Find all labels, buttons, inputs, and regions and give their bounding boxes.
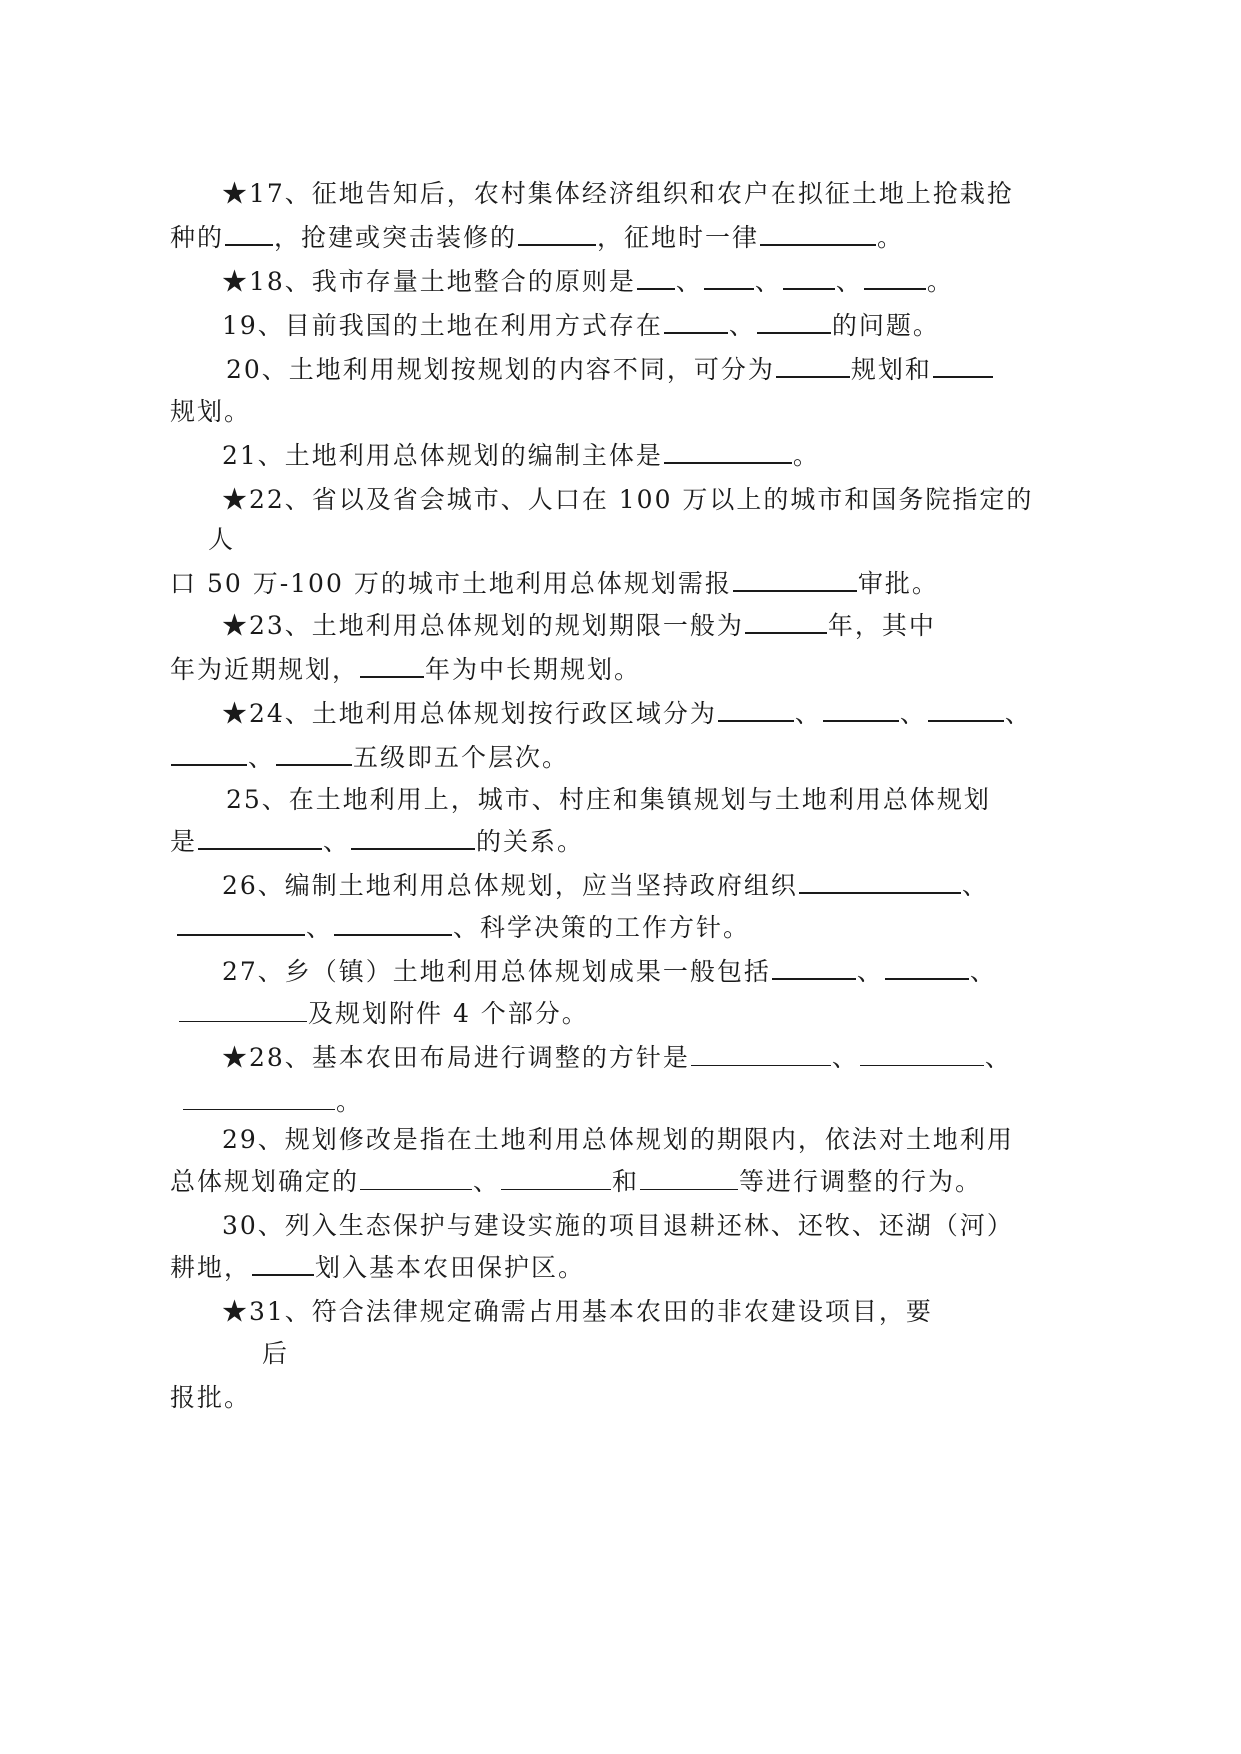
q20-line2: 规划。 — [170, 397, 252, 426]
q22-text: ★22、省以及省会城市、人口在 100 万以上的城市和国务院指定的 — [222, 485, 1034, 514]
answer-blank[interactable] — [179, 999, 307, 1022]
q31-text: ★31、符合法律规定确需占用基本农田的非农建设项目，要 — [222, 1297, 933, 1326]
q21-end: 。 — [792, 441, 820, 470]
answer-blank[interactable] — [823, 698, 899, 722]
answer-blank[interactable] — [276, 742, 352, 766]
separator: 、 — [835, 267, 863, 296]
answer-blank[interactable] — [637, 266, 675, 290]
q19-line — [222, 310, 940, 342]
answer-blank[interactable] — [704, 266, 754, 290]
separator: 、 — [969, 957, 997, 986]
answer-blank[interactable] — [928, 698, 1004, 722]
q22-line-3 — [170, 568, 939, 600]
answer-blank[interactable] — [664, 440, 792, 464]
q31-line-2 — [262, 1338, 289, 1370]
q31-text-3: 报批。 — [170, 1383, 252, 1412]
answer-blank[interactable] — [640, 1167, 738, 1190]
q27-line-2 — [178, 998, 589, 1030]
q25-end: 的关系。 — [476, 827, 585, 856]
separator: 、 — [831, 1043, 859, 1072]
q22-line-2 — [208, 524, 235, 556]
answer-blank[interactable] — [718, 698, 794, 722]
answer-blank[interactable] — [501, 1167, 611, 1190]
separator: 、 — [899, 699, 927, 728]
q27-text: 27、乡（镇）土地利用总体规划成果一般包括 — [222, 957, 771, 986]
q25-text: 25、在土地利用上，城市、村庄和集镇规划与土地利用总体规划 — [226, 785, 991, 814]
separator: 、 — [473, 1167, 501, 1196]
answer-blank[interactable] — [225, 222, 273, 246]
separator: 、 — [675, 267, 703, 296]
q26-end: 、科学决策的工作方针。 — [453, 913, 751, 942]
q21-line — [222, 440, 820, 472]
q24-line-2 — [170, 742, 569, 774]
answer-blank[interactable] — [177, 912, 305, 936]
q28-end: 。 — [336, 1087, 364, 1116]
q20-line-1 — [226, 354, 994, 386]
q20-mid: 规划和 — [850, 355, 932, 384]
separator: 、 — [754, 267, 782, 296]
q28-line-1 — [222, 1042, 1012, 1074]
q24-end: 五级即五个层次。 — [353, 743, 570, 772]
answer-blank[interactable] — [171, 742, 247, 766]
q28-text: ★28、基本农田布局进行调整的方针是 — [222, 1043, 690, 1072]
separator: 、 — [1004, 699, 1032, 728]
q22-line-1 — [222, 484, 1033, 516]
q23-line-1 — [222, 610, 936, 642]
answer-blank[interactable] — [760, 222, 876, 246]
q22-text-2: 人 — [208, 525, 236, 554]
q19-end: 的问题。 — [831, 311, 940, 340]
q29-line-1 — [222, 1124, 1014, 1156]
answer-blank[interactable] — [334, 912, 452, 936]
q28-line-2 — [182, 1086, 363, 1118]
q20-text: 20、土地利用规划按规划的内容不同，可分为 — [226, 355, 775, 384]
q23-line-2 — [170, 654, 641, 686]
answer-blank[interactable] — [772, 956, 856, 980]
q29-end: 等进行调整的行为。 — [739, 1167, 983, 1196]
answer-blank[interactable] — [757, 310, 831, 334]
q30-end: 划入基本农田保护区。 — [315, 1253, 586, 1282]
q24-text: ★24、土地利用总体规划按行政区域分为 — [222, 699, 717, 728]
answer-blank[interactable] — [860, 1043, 984, 1066]
answer-blank[interactable] — [252, 1252, 314, 1276]
answer-blank[interactable] — [360, 654, 424, 678]
q17-line-2 — [170, 222, 904, 254]
q17-line-1 — [222, 178, 1014, 210]
answer-blank[interactable] — [783, 266, 835, 290]
separator: 、 — [984, 1043, 1012, 1072]
separator: 、 — [728, 311, 756, 340]
q24-line-1 — [222, 698, 1032, 730]
answer-blank[interactable] — [864, 266, 926, 290]
answer-blank[interactable] — [664, 310, 728, 334]
answer-blank[interactable] — [776, 354, 850, 378]
q25-line-1 — [226, 784, 991, 816]
q18-line — [222, 266, 954, 298]
q20-line-2 — [170, 396, 251, 428]
q23-text-d: 年为中长期规划。 — [425, 655, 642, 684]
q29-line-2 — [170, 1166, 982, 1198]
answer-blank[interactable] — [518, 222, 596, 246]
q30-text: 30、列入生态保护与建设实施的项目退耕还林、还牧、还湖（河） — [222, 1211, 1014, 1240]
q27-end: 及规划附件 4 个部分。 — [308, 999, 589, 1028]
q18-end: 。 — [926, 267, 954, 296]
q17-end: 。 — [877, 223, 905, 252]
q23-text-b: 年，其中 — [827, 611, 936, 640]
q18-text: ★18、我市存量土地整合的原则是 — [222, 267, 636, 296]
answer-blank[interactable] — [733, 568, 857, 592]
q27-line-1 — [222, 956, 997, 988]
q17-text-a: 种的 — [170, 223, 225, 252]
q26-line-1 — [222, 870, 989, 902]
separator: 、 — [961, 871, 989, 900]
q29-text: 29、规划修改是指在土地利用总体规划的期限内，依法对土地利用 — [222, 1125, 1014, 1154]
q30-text-a: 耕地， — [170, 1253, 252, 1282]
q26-line-2 — [176, 912, 750, 944]
q25-line-2 — [170, 826, 584, 858]
q31-line-1 — [222, 1296, 933, 1328]
separator: 、 — [794, 699, 822, 728]
q21-text: 21、土地利用总体规划的编制主体是 — [222, 441, 663, 470]
separator: 、 — [856, 957, 884, 986]
answer-blank[interactable] — [691, 1043, 831, 1066]
q17-text: ★17、征地告知后，农村集体经济组织和农户在拟征土地上抢栽抢 — [222, 179, 1014, 208]
separator: 、 — [306, 913, 334, 942]
q17-text-c: ，征地时一律 — [597, 223, 760, 252]
q22-text-3a: 口 50 万-100 万的城市土地利用总体规划需报 — [170, 569, 732, 598]
q31-line-3 — [170, 1382, 251, 1414]
q22-text-3b: 审批。 — [857, 569, 939, 598]
q23-text-c: 年为近期规划， — [170, 655, 360, 684]
answer-blank[interactable] — [198, 826, 322, 850]
q30-line-1 — [222, 1210, 1014, 1242]
q25-text-a: 是 — [170, 827, 198, 856]
q31-text-2: 后 — [262, 1339, 290, 1368]
separator: 、 — [323, 827, 351, 856]
q29-text-a: 总体规划确定的 — [170, 1167, 360, 1196]
answer-blank[interactable] — [351, 826, 475, 850]
answer-blank[interactable] — [799, 870, 961, 894]
answer-blank[interactable] — [360, 1167, 472, 1190]
q17-text-b: ，抢建或突击装修的 — [274, 223, 518, 252]
q23-text-a: ★23、土地利用总体规划的规划期限一般为 — [222, 611, 744, 640]
answer-blank[interactable] — [885, 956, 969, 980]
q29-and: 和 — [612, 1167, 640, 1196]
q26-text: 26、编制土地利用总体规划，应当坚持政府组织 — [222, 871, 798, 900]
answer-blank[interactable] — [745, 610, 827, 634]
q30-line-2 — [170, 1252, 585, 1284]
q19-text: 19、目前我国的土地在利用方式存在 — [222, 311, 663, 340]
answer-blank[interactable] — [933, 354, 993, 378]
answer-blank[interactable] — [183, 1087, 335, 1110]
separator: 、 — [248, 743, 276, 772]
